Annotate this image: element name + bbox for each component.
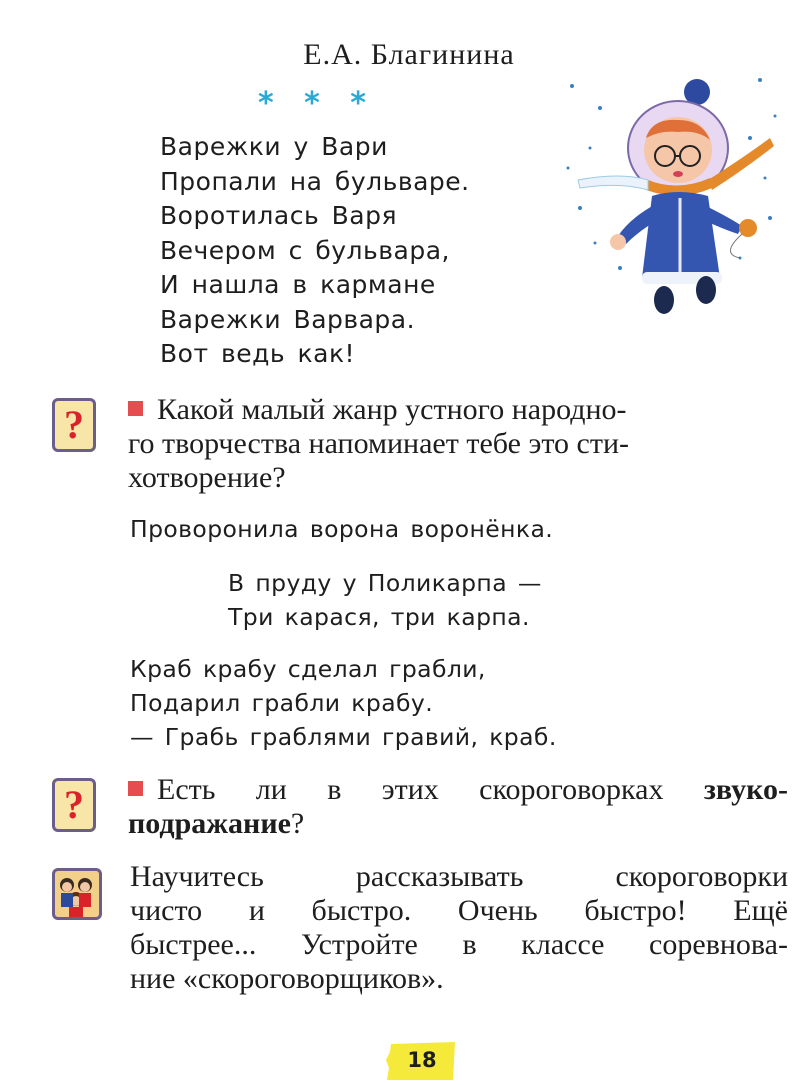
- question-2-line: Есть ли в этих скороговорках звуко-: [128, 773, 788, 807]
- question-2-text: [128, 773, 788, 841]
- task-line: чисто и быстро. Очень быстро! Ещё: [130, 894, 788, 927]
- poem-line: Варежки Варвара.: [160, 304, 416, 334]
- group-task-text: [130, 860, 788, 996]
- poem-line: Вот ведь как!: [160, 339, 356, 368]
- question-2-line: подражание?: [128, 807, 305, 840]
- twister-line: Краб крабу сделал грабли,: [130, 655, 486, 683]
- task-line: Научитесь рассказывать скороговорки: [130, 860, 788, 893]
- page-number-badge: [385, 1040, 459, 1080]
- twister-line: В пруду у Поликарпа —: [228, 569, 542, 597]
- author-name: Е.А. Благинина: [303, 38, 515, 71]
- tongue-twister-2: [228, 566, 542, 634]
- poem-line: Воротилась Варя: [160, 201, 398, 230]
- poem-line: Варежки у Вари: [160, 132, 388, 161]
- bullet-marker: [128, 781, 143, 796]
- question-1-line: хотворение?: [128, 461, 286, 494]
- poem: [160, 130, 470, 372]
- twister-line: Три карася, три карпа.: [228, 603, 530, 631]
- girl-in-winter-coat-illustration: [560, 68, 790, 328]
- twister-line: Подарил грабли крабу.: [130, 689, 434, 717]
- page-number: 18: [407, 1048, 437, 1072]
- tongue-twister-1: Проворонила ворона воронёнка.: [130, 515, 554, 543]
- poem-line: Пропали на бульваре.: [160, 166, 470, 196]
- poem-line: И нашла в кармане: [160, 270, 436, 299]
- poem-separator: * * *: [258, 86, 376, 121]
- task-line: быстрее... Устройте в классе соревнова-: [130, 928, 788, 961]
- question-1-text: [128, 393, 788, 495]
- task-line: ние «скороговорщиков».: [130, 962, 444, 995]
- question-mark-icon: ?: [52, 398, 96, 452]
- question-1-line: го творчества напоминает тебе это сти-: [128, 427, 630, 460]
- question-1-line: Какой малый жанр устного народно-: [128, 393, 788, 427]
- question-mark-icon: ?: [52, 778, 96, 832]
- children-group-icon: [52, 868, 102, 920]
- twister-line: — Грабь граблями гравий, краб.: [130, 723, 557, 751]
- poem-line: Вечером с бульвара,: [160, 235, 450, 265]
- bullet-marker: [128, 401, 143, 416]
- tongue-twister-3: [130, 652, 557, 754]
